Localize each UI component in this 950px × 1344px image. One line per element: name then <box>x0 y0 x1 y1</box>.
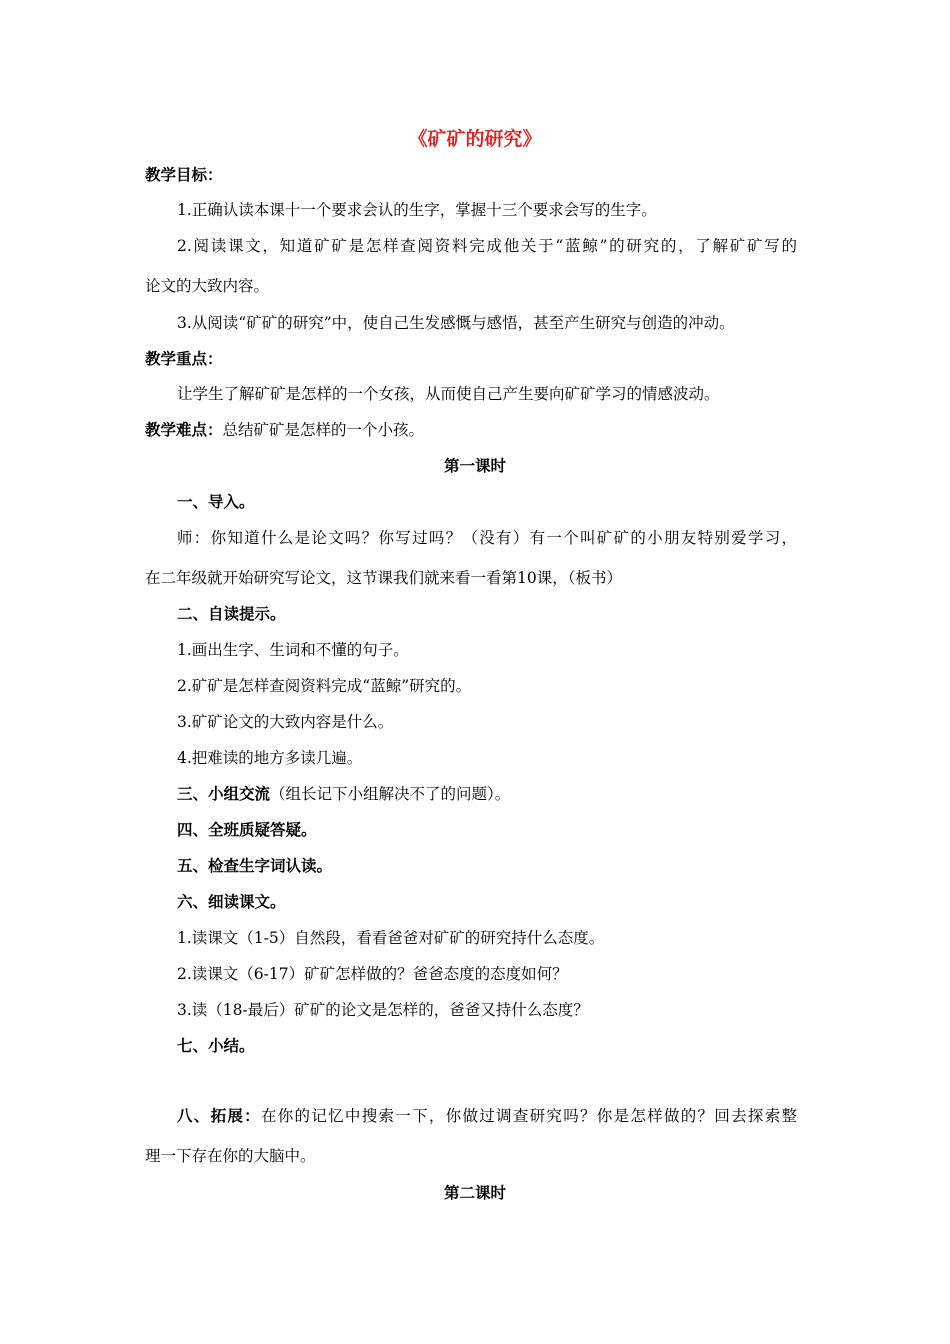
section-2-item-2: 2.矿矿是怎样查阅资料完成“蓝鲸”研究的。 <box>177 677 472 695</box>
objective-item-2-line-1: 2.阅读课文，知道矿矿是怎样查阅资料完成他关于“蓝鲸”的研究的，了解矿矿写的 <box>177 237 797 255</box>
objective-item-2-line-2: 论文的大致内容。 <box>145 277 270 295</box>
difficulty-text: 总结矿矿是怎样的一个小孩。 <box>222 421 425 439</box>
section-6-item-1: 1.读课文（1-5）自然段，看看爸爸对矿矿的研究持什么态度。 <box>177 929 605 947</box>
section-1-line-1: 师：你知道什么是论文吗？你写过吗？（没有）有一个叫矿矿的小朋友特别爱学习， <box>177 529 797 547</box>
section-7-heading: 七、小结。 <box>177 1036 255 1055</box>
section-8-line-2: 理一下存在你的大脑中。 <box>145 1147 316 1165</box>
section-2-heading: 二、自读提示。 <box>177 604 286 623</box>
section-6-heading: 六、细读课文。 <box>177 892 286 911</box>
section-6-item-2: 2.读课文（6-17）矿矿怎样做的？爸爸态度的态度如何？ <box>177 965 568 983</box>
section-6-item-3: 3.读（18-最后）矿矿的论文是怎样的，爸爸又持什么态度？ <box>177 1001 589 1019</box>
document-title: 《矿矿的研究》 <box>408 128 542 150</box>
objective-item-1: 1.正确认读本课十一个要求会认的生字，掌握十三个要求会写的生字。 <box>177 201 657 219</box>
objectives-heading: 教学目标： <box>145 165 223 184</box>
section-2-item-3: 3.矿矿论文的大致内容是什么。 <box>177 713 394 731</box>
section-8-row <box>177 1106 797 1126</box>
objective-item-3: 3.从阅读“矿矿的研究”中，使自己生发感慨与感悟，甚至产生研究与创造的冲动。 <box>177 314 735 332</box>
key-points-heading: 教学重点： <box>145 349 223 368</box>
section-3-text: （组长记下小组解决不了的问题）。 <box>270 785 511 803</box>
lesson-2-heading: 第二课时 <box>443 1183 506 1202</box>
section-2-item-1: 1.画出生字、生词和不懂的句子。 <box>177 641 409 659</box>
section-1-line-2: 在二年级就开始研究写论文，这节课我们就来看一看第10课，（板书） <box>145 569 622 587</box>
section-8-line-1: 在你的记忆中搜索一下，你做过调查研究吗？你是怎样做的？回去探索整 <box>260 1107 797 1125</box>
section-8-heading: 八、拓展： <box>177 1106 261 1125</box>
key-points-text: 让学生了解矿矿是怎样的一个女孩，从而使自己产生要向矿矿学习的情感波动。 <box>177 385 720 403</box>
section-2-item-4: 4.把难读的地方多读几遍。 <box>177 749 363 767</box>
lesson-1-heading: 第一课时 <box>443 456 506 475</box>
section-4-heading: 四、全班质疑答疑。 <box>177 820 317 839</box>
difficulty-heading: 教学难点： <box>145 420 223 439</box>
section-3-row <box>177 784 510 804</box>
section-3-heading: 三、小组交流 <box>177 784 271 803</box>
difficulty-row <box>145 420 424 440</box>
section-1-heading: 一、导入。 <box>177 492 255 511</box>
section-5-heading: 五、检查生字词认读。 <box>177 856 333 875</box>
